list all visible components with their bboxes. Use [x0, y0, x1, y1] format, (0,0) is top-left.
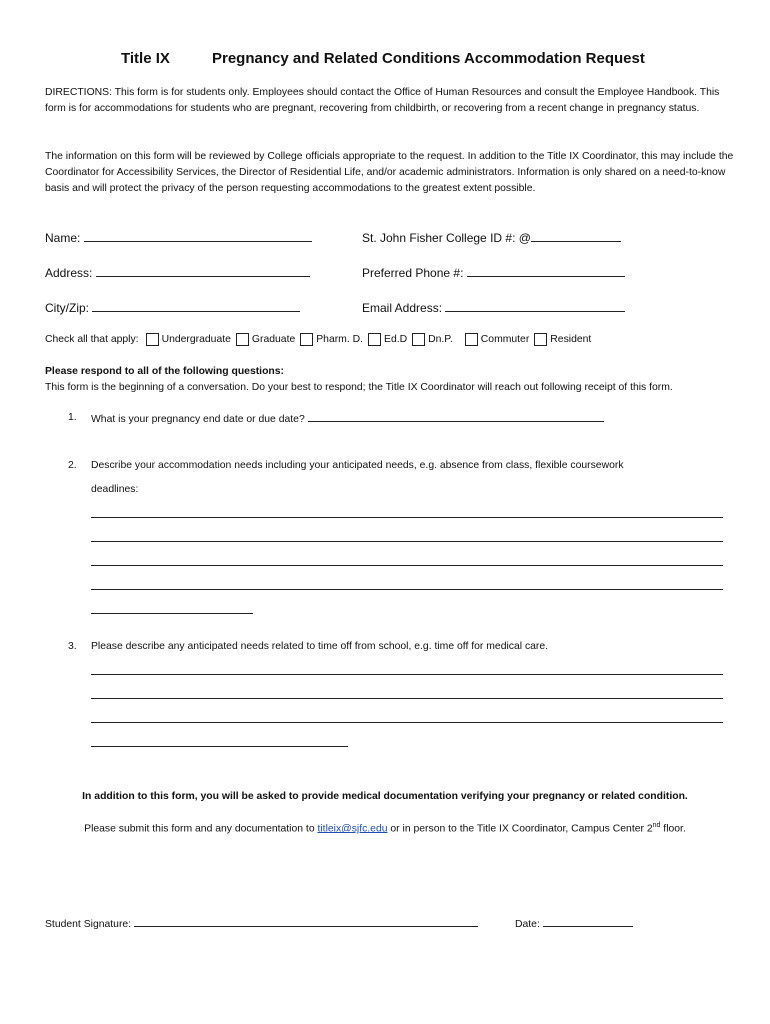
question-2-answer-line[interactable]	[91, 517, 723, 518]
question-2-answer-line[interactable]	[91, 613, 253, 614]
option-graduate-label: Graduate	[251, 334, 296, 345]
option-undergraduate-label: Undergraduate	[161, 334, 231, 345]
date-label: Date:	[515, 919, 540, 930]
submission-instructions	[0, 822, 770, 834]
question-2-text-cont: deadlines:	[91, 484, 139, 495]
info-paragraph: The information on this form will be reviewed by College officials appropriate to the request. In addition to the Title IX Coordinator, this may include the Coordinator for Accessibility Services, the Director of Residential Life, and/or academic administrators. Information is only shared on a need-to-know basis and will protect the privacy of the person requesting accommodations to the greatest extent possible.	[45, 151, 734, 194]
phone-label: Preferred Phone #:	[362, 266, 464, 280]
phone-field	[362, 265, 625, 280]
address-input-line[interactable]	[96, 265, 310, 277]
option-edd-label: Ed.D	[384, 334, 408, 345]
phone-input-line[interactable]	[467, 265, 625, 277]
question-2-answer-line[interactable]	[91, 541, 723, 542]
college-id-label: St. John Fisher College ID #: @	[362, 231, 531, 245]
college-id-field	[362, 230, 621, 245]
date-field	[515, 917, 633, 930]
option-commuter-label: Commuter	[480, 334, 530, 345]
signature-line[interactable]	[134, 917, 478, 927]
date-line[interactable]	[543, 917, 633, 927]
status-checkboxes	[45, 333, 591, 346]
submit-text-after: or in person to the Title IX Coordinator, Campus Center 2	[387, 823, 653, 835]
checkbox-undergraduate[interactable]	[146, 333, 159, 346]
question-3-text: Please describe any anticipated needs related to time off from school, e.g. time off for medical care.	[91, 641, 549, 652]
checkbox-graduate[interactable]	[236, 333, 249, 346]
address-label: Address:	[45, 266, 93, 280]
question-3-answer-line[interactable]	[91, 746, 348, 747]
question-2-number: 2.	[68, 460, 77, 471]
option-dnp-label: Dn.P.	[428, 334, 453, 345]
checkbox-resident[interactable]	[534, 333, 547, 346]
floor-ordinal-suffix: nd	[652, 822, 661, 829]
questions-intro: This form is the beginning of a conversation. Do your best to respond; the Title IX Coordinator will reach out following receipt of this form.	[45, 382, 673, 393]
question-3-answer-line[interactable]	[91, 674, 723, 675]
option-pharmd-label: Pharm. D.	[316, 334, 364, 345]
checkbox-pharmd[interactable]	[300, 333, 313, 346]
submit-text-end: floor.	[660, 823, 686, 835]
titleix-email-link[interactable]: titleix@sjfc.edu	[317, 823, 388, 835]
question-2-answer-line[interactable]	[91, 565, 723, 566]
submit-text-before: Please submit this form and any documentation to	[84, 823, 318, 835]
question-1-number: 1.	[68, 412, 77, 423]
directions-paragraph: DIRECTIONS: This form is for students only. Employees should contact the Office of Human Resources and consult the Employee Handbook. This form is for accommodations for students who are pregnant, recovering from childbirth, or recovering from a recent change in pregnancy status.	[45, 87, 720, 114]
check-all-label: Check all that apply:	[45, 334, 139, 345]
question-1-answer-line[interactable]	[308, 412, 604, 422]
city-zip-label: City/Zip:	[45, 301, 90, 315]
medical-documentation-notice: In addition to this form, you will be asked to provide medical documentation verifying your pregnancy or related condition.	[82, 791, 688, 802]
checkbox-dnp[interactable]	[412, 333, 425, 346]
question-1-text: What is your pregnancy end date or due date?	[91, 414, 305, 425]
question-3-number: 3.	[68, 641, 77, 652]
college-id-input-line[interactable]	[531, 230, 621, 242]
signature-label: Student Signature:	[45, 919, 132, 930]
question-2-answer-line[interactable]	[91, 589, 723, 590]
option-resident-label: Resident	[550, 334, 592, 345]
question-3-answer-line[interactable]	[91, 698, 723, 699]
name-label: Name:	[45, 231, 81, 245]
form-title	[0, 50, 770, 72]
city-zip-input-line[interactable]	[92, 300, 300, 312]
question-1	[91, 412, 604, 425]
question-3-answer-line[interactable]	[91, 722, 723, 723]
name-field	[45, 230, 312, 245]
questions-heading: Please respond to all of the following questions:	[45, 366, 285, 377]
signature-field	[45, 917, 478, 930]
email-field	[362, 300, 625, 315]
form-main-title: Pregnancy and Related Conditions Accommodation Request	[212, 50, 645, 67]
email-input-line[interactable]	[445, 300, 625, 312]
email-label: Email Address:	[362, 301, 443, 315]
address-field	[45, 265, 310, 280]
title-ix-label: Title IX	[121, 50, 170, 67]
checkbox-edd[interactable]	[368, 333, 381, 346]
checkbox-commuter[interactable]	[465, 333, 478, 346]
name-input-line[interactable]	[84, 230, 312, 242]
city-zip-field	[45, 300, 300, 315]
question-2-text: Describe your accommodation needs including your anticipated needs, e.g. absence from class, flexible coursework	[91, 460, 624, 471]
